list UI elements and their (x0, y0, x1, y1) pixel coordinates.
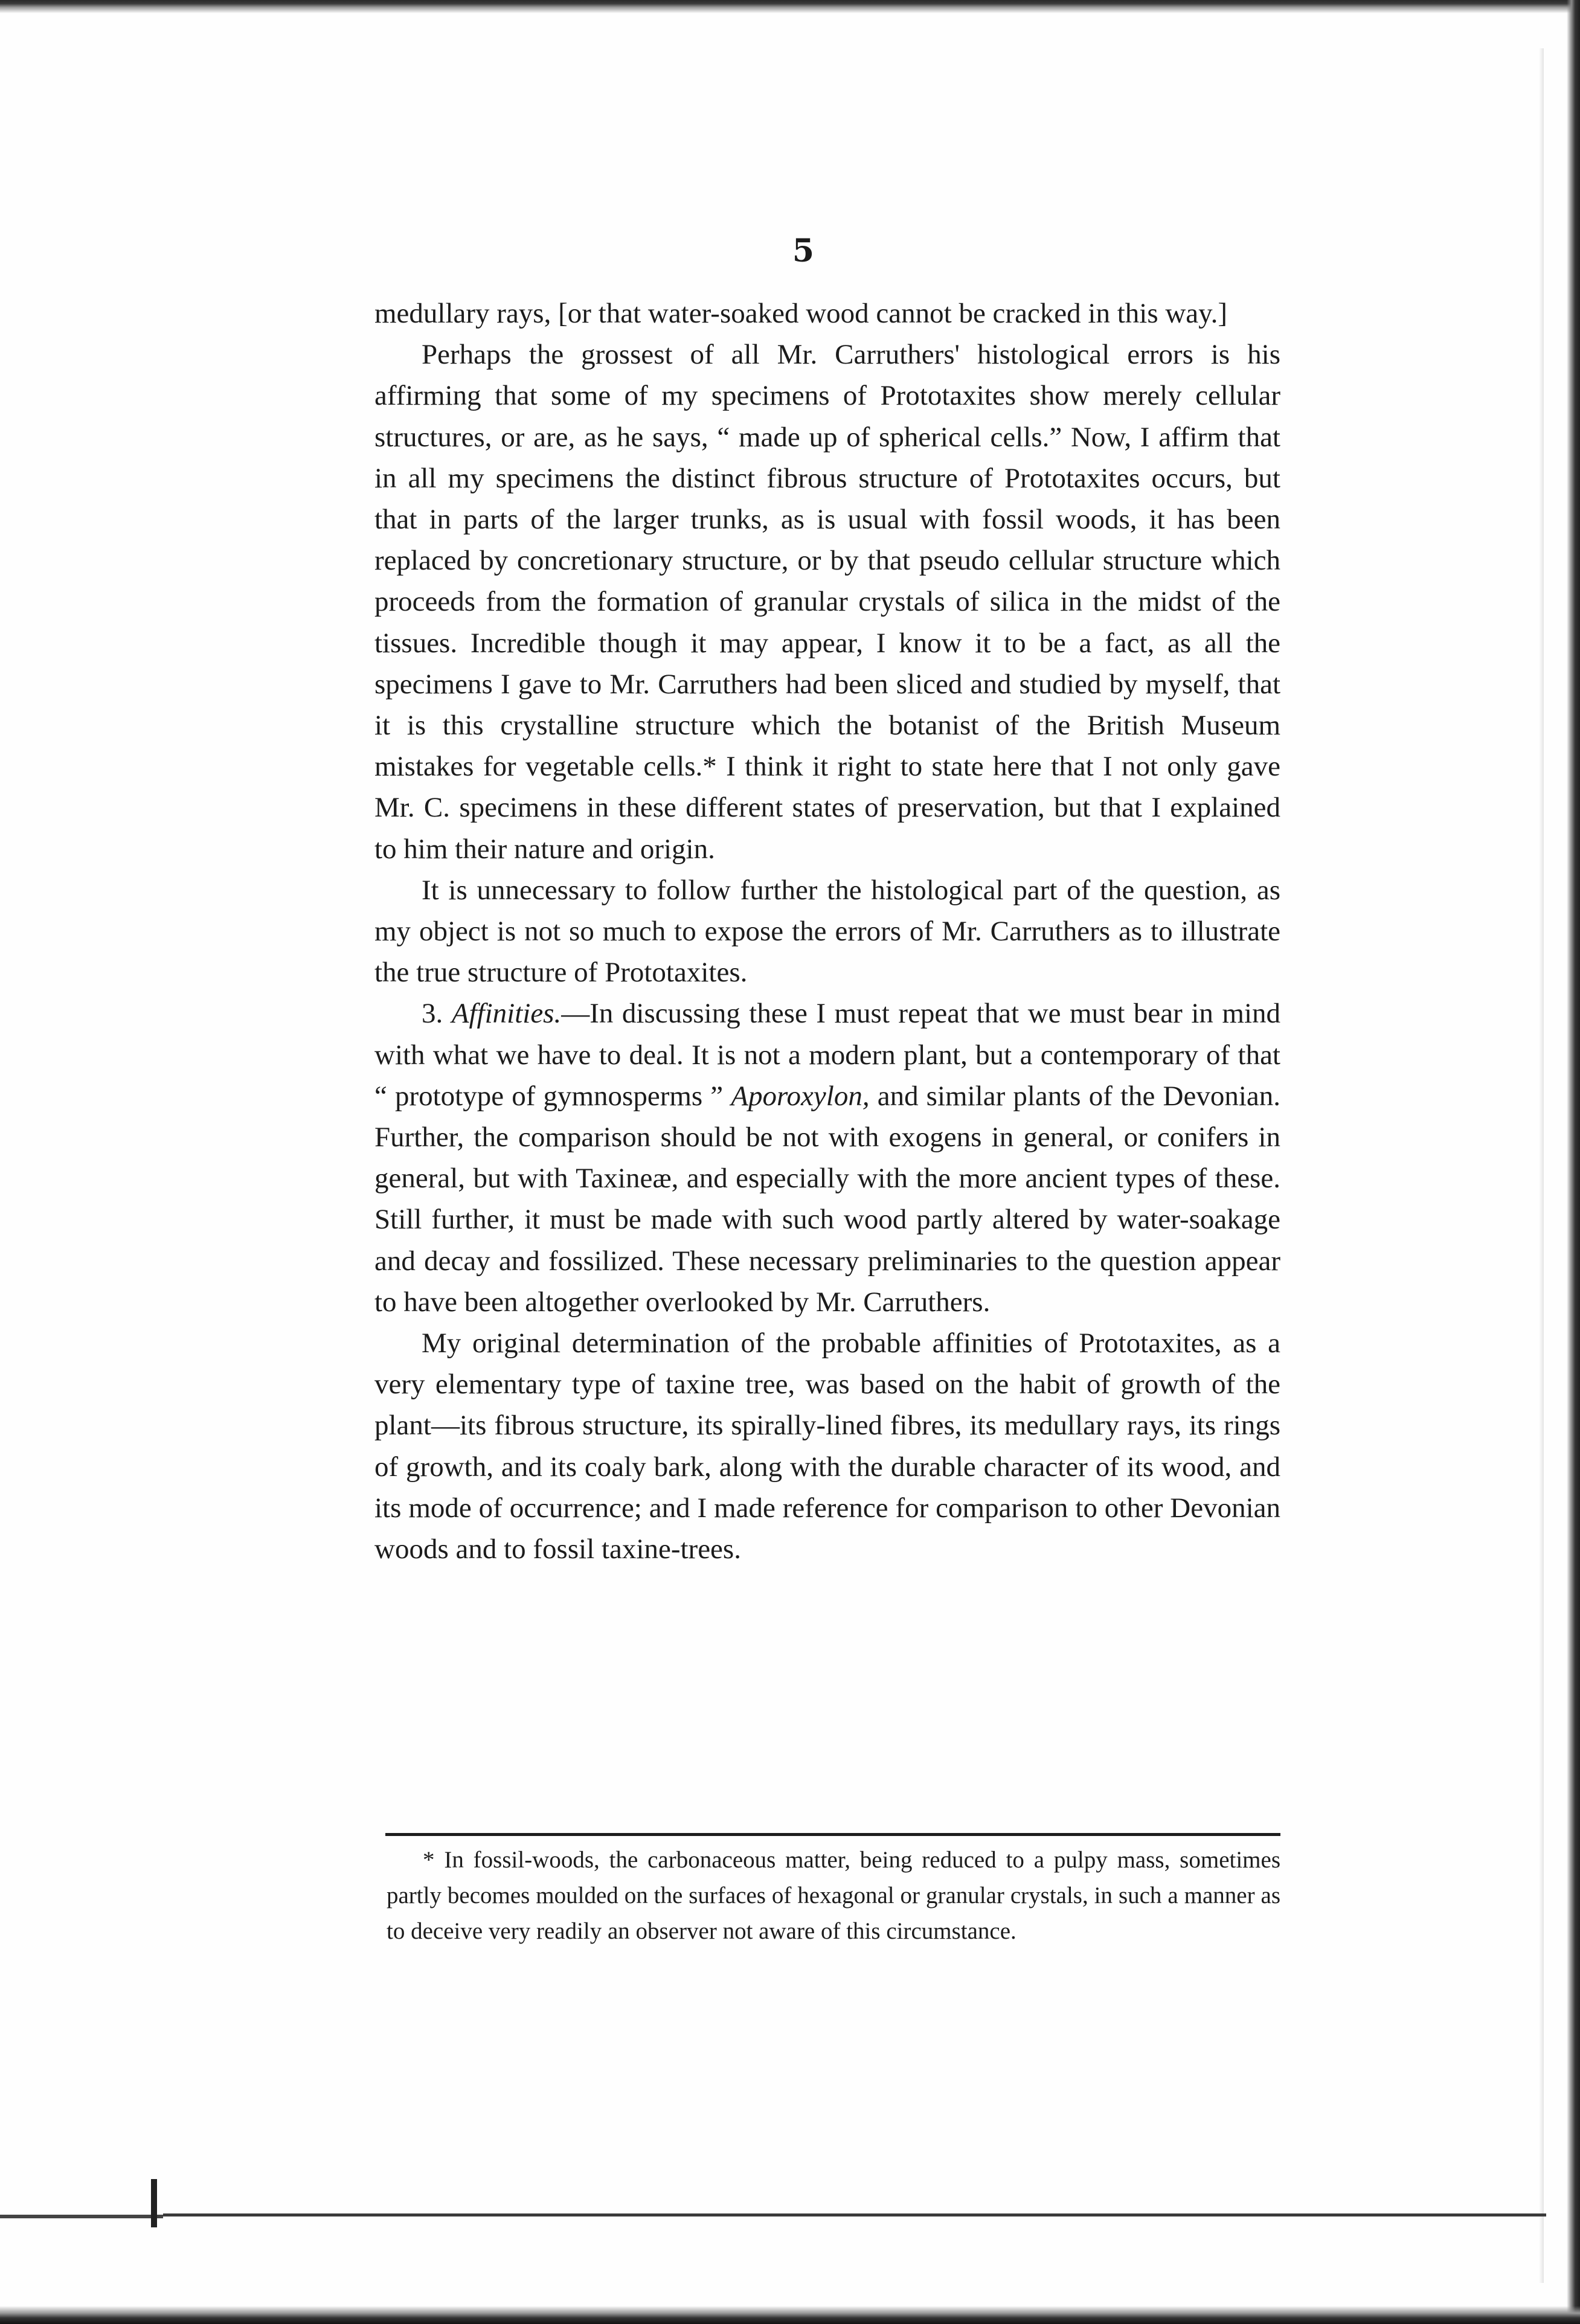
scan-edge-top (0, 0, 1580, 13)
paragraph-original-determination: My original determination of the probable affinities of Prototaxites, as a very elementary type of taxine tree, was based on the habit of growth of the plant—its fibrous structure, its spirally-lined fibres, its medullary rays, its rings of growth, and its coaly bark, along with the durable character of its wood, and its mode of occurrence; and I made reference for comparison to other Devonian woods and to fossil taxine-trees. (374, 1327, 1280, 1565)
section-number: 3. (422, 998, 443, 1030)
section-heading: Affinities. (451, 998, 562, 1030)
taxon-name: Aporoxylon, (731, 1080, 870, 1112)
affinities-text-1: —In discussing these I must repeat that we must bear in mind with what we have to deal. It is not a modern plant, but a contemporary of that “ prototype of gymnosperms ” (374, 998, 1281, 1112)
scan-shadow-right (1539, 48, 1544, 2283)
scan-edge-right (1567, 0, 1580, 2324)
footnote: * In fossil-woods, the carbonaceous matter, being reduced to a pulpy mass, sometimes partly becomes moulded on the surfaces of hexagonal or granular crystals, in such a manner as to deceive very readily an observer not aware of this circumstance. (387, 1847, 1280, 1944)
body-text (374, 293, 1280, 1570)
footnote-rule (385, 1833, 1280, 1836)
scan-mark-left-vertical (151, 2179, 157, 2227)
page-number: 5 (792, 233, 815, 269)
scan-mark-left (0, 2215, 163, 2218)
paragraph-medullary-rays: medullary rays, [or that water-soaked wood cannot be cracked in this way.] (374, 298, 1228, 329)
scan-rule-bottom (163, 2213, 1546, 2216)
paragraph-histological-errors: Perhaps the grossest of all Mr. Carruthers' histological errors is his affirming that some of my specimens of Prototaxites show merely cellular structures, or are, as he says, “ made up of spherical cells.” Now, I affirm that in all my specimens the distinct fibrous structure of Prototaxites occurs, but that in parts of the larger trunks, as is usual with fossil woods, it has been replaced by concretionary structure, or by that pseudo cellular structure which proceeds from the formation of granular crystals of silica in the midst of the tissues. Incredible though it may appear, I know it to be a fact, as all the specimens I gave to Mr. Carruthers had been sliced and studied by myself, that it is this crystalline structure which the botanist of the British Museum mistakes for vegetable cells.* I think it right to state here that I not only gave Mr. C. specimens in these different states of preservation, but that I explained to him their nature and origin. (374, 339, 1280, 865)
scan-edge-bottom (0, 2306, 1580, 2324)
paragraph-unnecessary: It is unnecessary to follow further the histological part of the question, as my object is not so much to expose the errors of Mr. Carruthers as to illustrate the true structure of Prototaxites. (374, 874, 1280, 989)
paragraph-affinities (374, 993, 1280, 1323)
affinities-text-2: and similar plants of the Devonian. Further, the comparison should be not with exogens in general, or conifers in general, but with Taxineæ, and especially with the more ancient types of these. Still further, it must be made with such wood partly altered by water-soakage and decay and fossilized. These necessary preliminaries to the question appear to have been altogether overlooked by Mr. Carruthers. (374, 1080, 1280, 1318)
